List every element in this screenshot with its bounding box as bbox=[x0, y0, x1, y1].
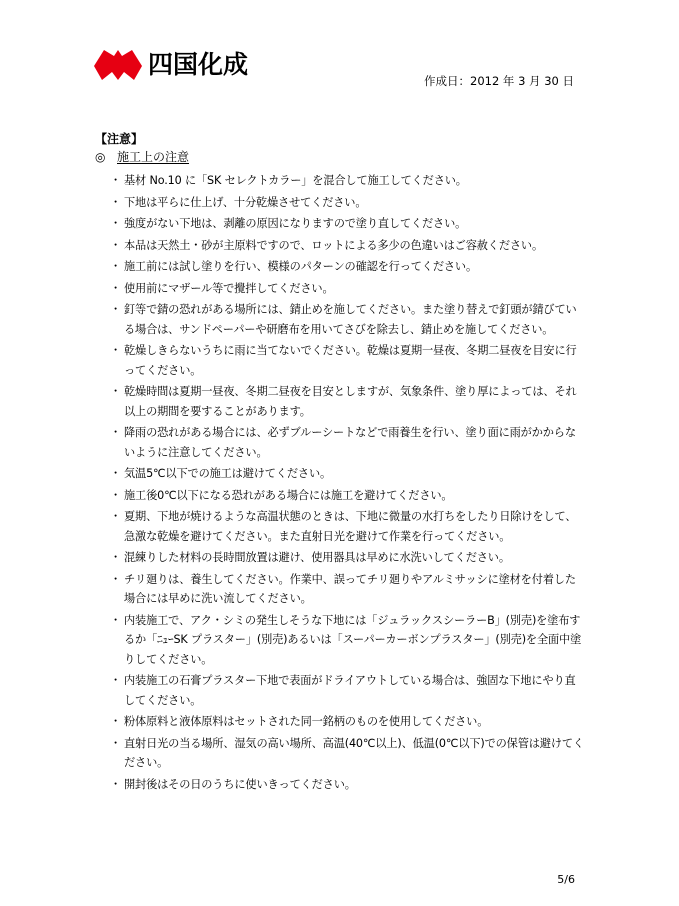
creation-date: 作成日：2012 年 3 月 30 日 bbox=[424, 74, 574, 88]
list-item: ・ チリ廻りは、養生してください。作業中、誤ってチリ廻りやアルミサッシに塗材を付着した場合には早めに洗い流してください。 bbox=[113, 570, 585, 609]
list-item: ・ 乾燥しきらないうちに雨に当てないでください。乾燥は夏期一昼夜、冬期二昼夜を目安に行ってください。 bbox=[113, 341, 585, 380]
list-item: ・ 開封後はその日のうちに使いきってください。 bbox=[113, 775, 585, 795]
page-header bbox=[94, 50, 574, 90]
notes-section bbox=[95, 131, 585, 796]
list-item: ・ 混練りした材料の長時間放置は避け、使用器具は早めに水洗いしてください。 bbox=[113, 548, 585, 568]
list-item: ・ 強度がない下地は、剥離の原因になりますので塗り直してください。 bbox=[113, 214, 585, 234]
list-item: ・ 降雨の恐れがある場合には、必ずブルーシートなどで雨養生を行い、塗り面に雨がかからないように注意してください。 bbox=[113, 423, 585, 462]
list-item: ・ 気温5℃以下での施工は避けてください。 bbox=[113, 464, 585, 484]
page-number: 5/6 bbox=[557, 873, 575, 886]
company-name: 四国化成 bbox=[148, 50, 249, 79]
list-item: ・ 施工前には試し塗りを行い、模様のパターンの確認を行ってください。 bbox=[113, 257, 585, 277]
list-item: ・ 内装施工の石膏プラスター下地で表面がドライアウトしている場合は、強固な下地にやり直してください。 bbox=[113, 671, 585, 710]
list-item: ・ 下地は平らに仕上げ、十分乾燥させてください。 bbox=[113, 193, 585, 213]
shikoku-kasei-logo-icon bbox=[94, 50, 142, 80]
list-item: ・ 本品は天然土・砂が主原料ですので、ロットによる多少の色違いはご容赦ください。 bbox=[113, 236, 585, 256]
list-item: ・ 乾燥時間は夏期一昼夜、冬期二昼夜を目安としますが、気象条件、塗り厚によっては、それ以上の期間を要することがあります。 bbox=[113, 382, 585, 421]
list-item: ・ 使用前にマザール等で攪拌してください。 bbox=[113, 279, 585, 299]
list-item: ・ 夏期、下地が焼けるような高温状態のときは、下地に微量の水打ちをしたり日除けをして、急激な乾燥を避けてください。また直射日光を避けて作業を行ってください。 bbox=[113, 507, 585, 546]
company-logo bbox=[94, 50, 248, 80]
list-item: ・ 釘等で錆の恐れがある場所には、錆止めを施してください。また塗り替えで釘頭が錆びている場合は、サンドペーパーや研磨布を用いてさびを除去し、錆止めを施してください。 bbox=[113, 300, 585, 339]
list-item: ・ 直射日光の当る場所、湿気の高い場所、高温(40℃以上)、低温(0℃以下)での保管は避けてください。 bbox=[113, 734, 585, 773]
subsection-title: 施工上の注意 bbox=[117, 150, 190, 164]
list-item: ・ 施工後0℃以下になる恐れがある場合には施工を避けてください。 bbox=[113, 486, 585, 506]
section-heading: 【注意】 bbox=[95, 132, 144, 146]
subsection-heading bbox=[95, 149, 585, 171]
notes-list bbox=[95, 171, 585, 794]
list-item: ・ 粉体原料と液体原料はセットされた同一銘柄のものを使用してください。 bbox=[113, 712, 585, 732]
list-item: ・ 基材 No.10 に「SK セレクトカラー」を混合して施工してください。 bbox=[113, 171, 585, 191]
double-circle-icon: ◎ bbox=[95, 150, 106, 164]
list-item: ・ 内装施工で、アク・シミの発生しそうな下地には「ジュラックスシーラーB」(別売)を塗布するか「ﾆｭｰSK プラスター」(別売)あるいは「スーパーカーボンプラスター」(別売)を全面中塗りしてください。 bbox=[113, 611, 585, 670]
